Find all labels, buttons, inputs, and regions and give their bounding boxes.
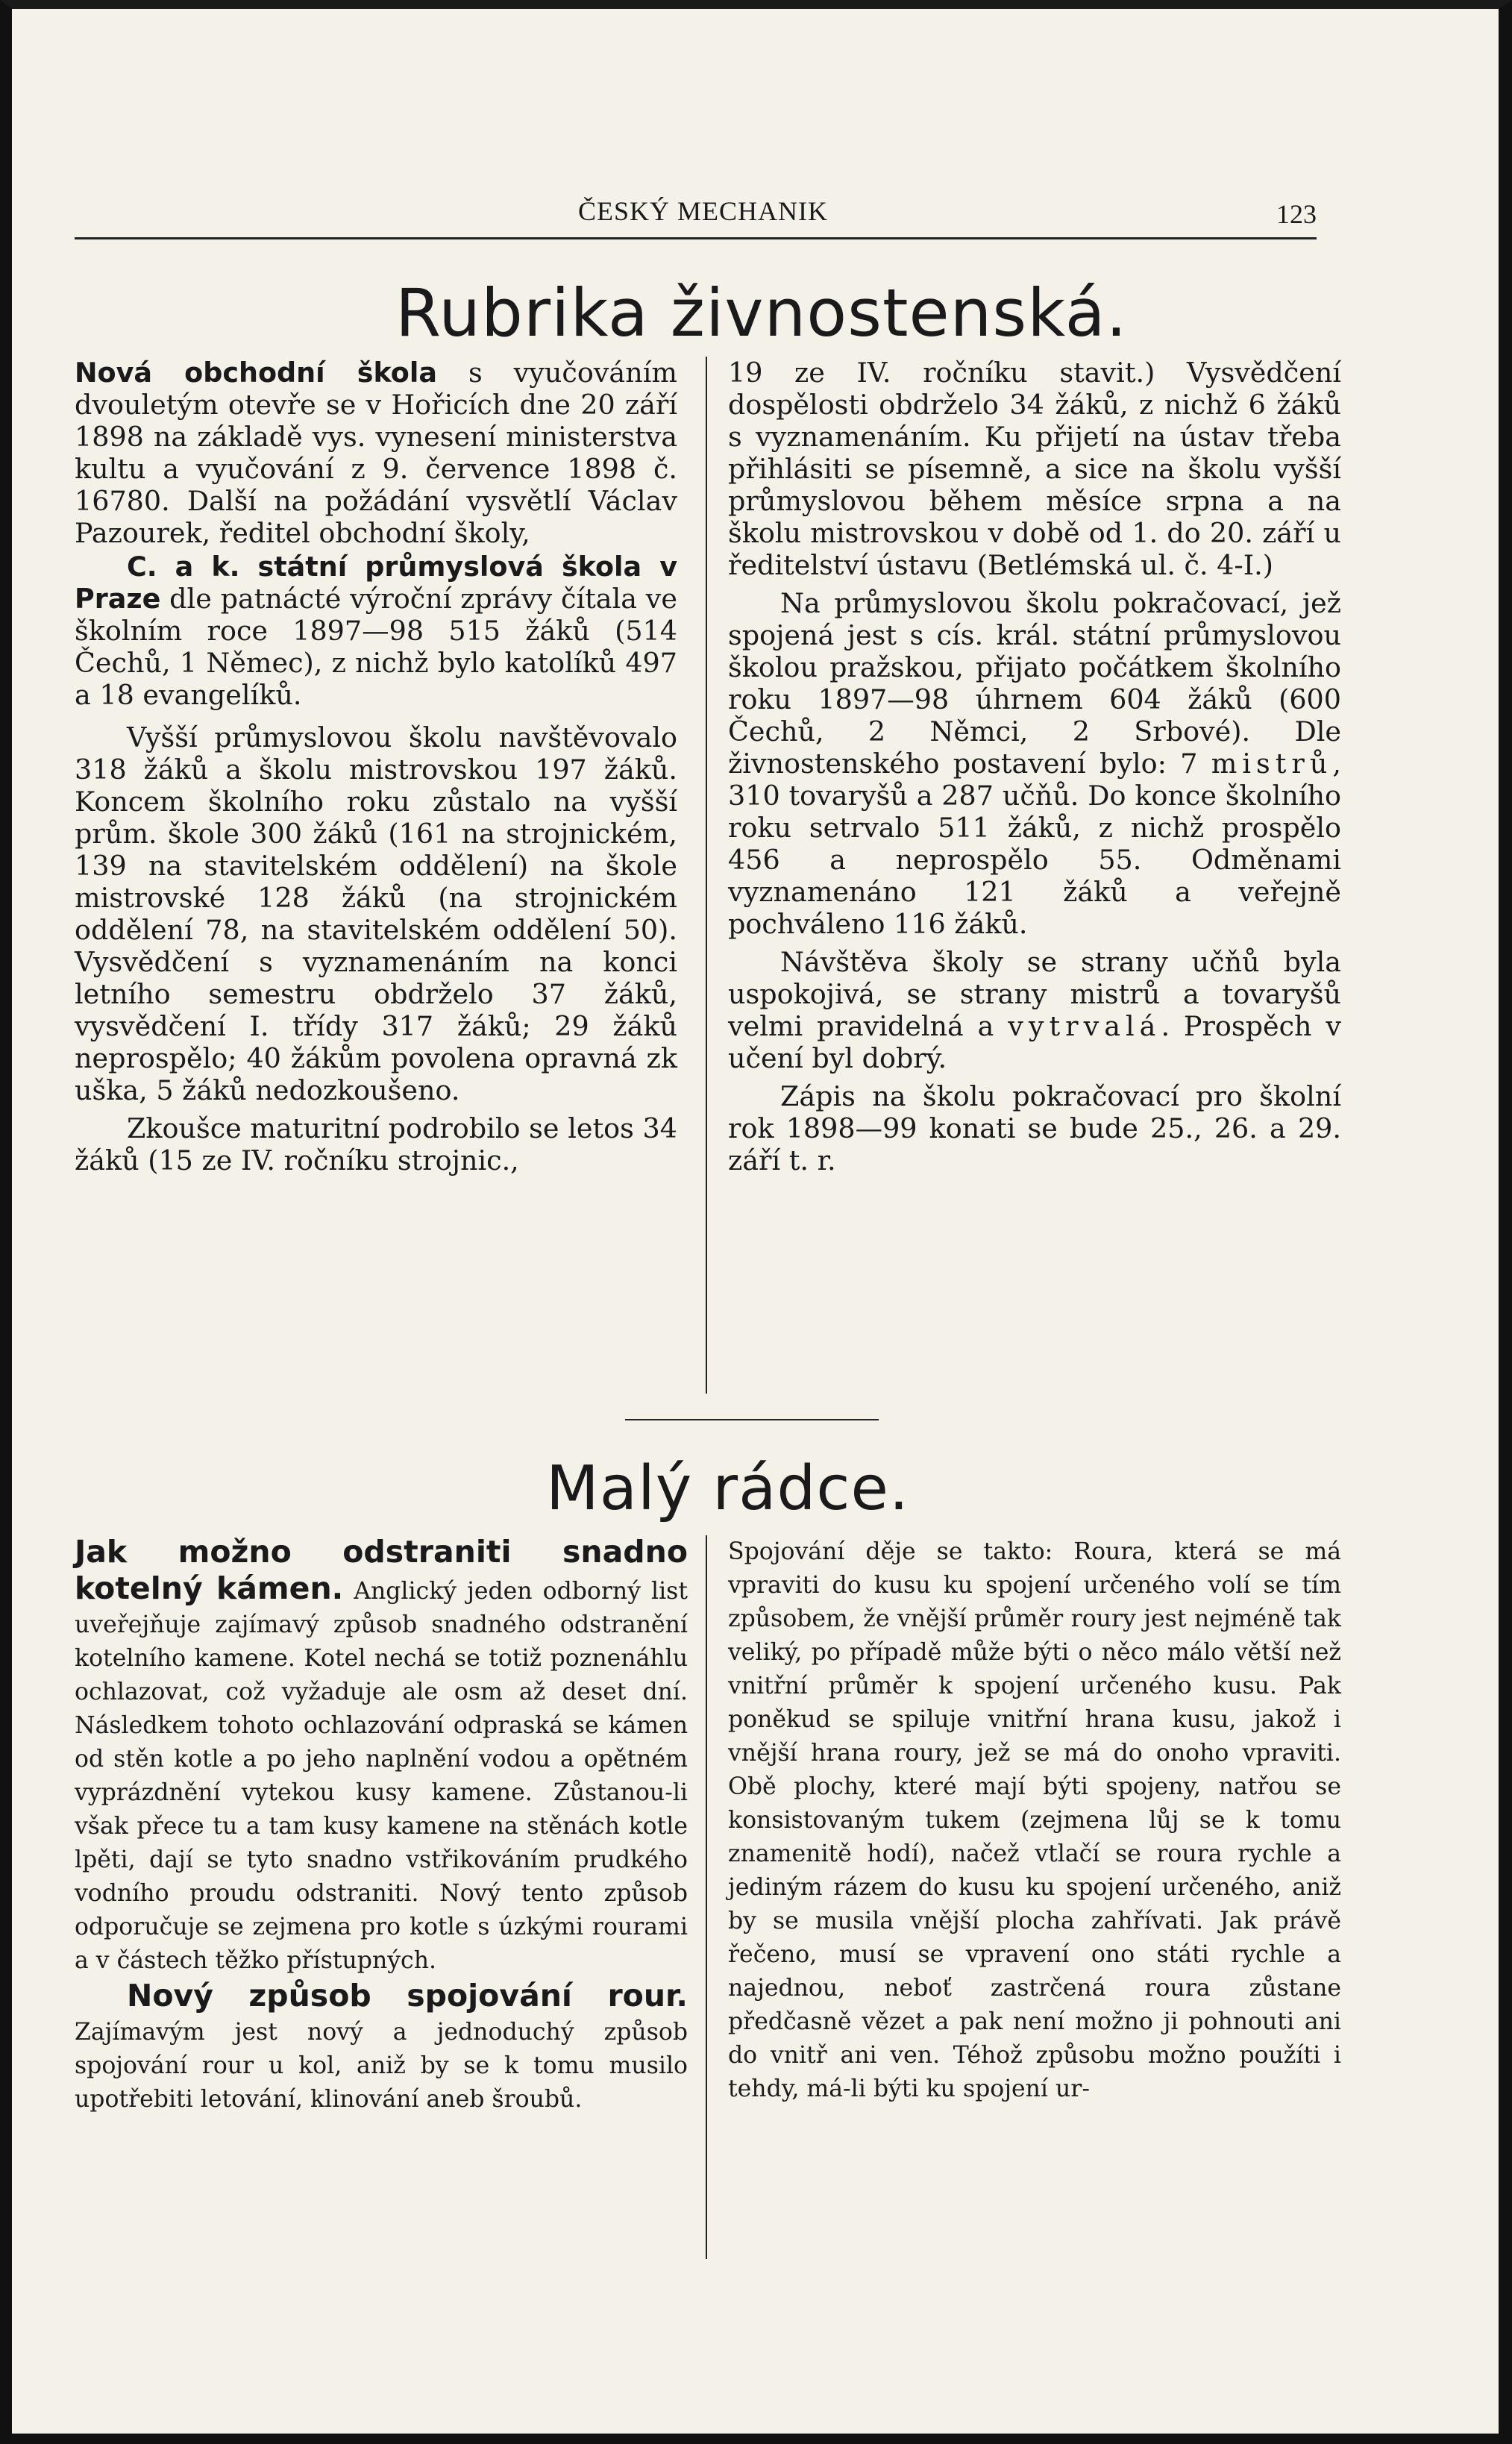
paragraph: Zkoušce maturitní podrobilo se letos 34 žáků (15 ze IV. ročníku strojnic., [75,1112,677,1176]
section1-column-right [728,357,1341,1176]
paragraph-text: Na průmyslovou školu pokračovací, jež spojená jest s cís. král. státní průmyslovou školou pražskou, přijato počátkem školního roku 1897—98 úhrnem 604 žáků (600 Čechů, 2 Němci, 2 Srbové). Dle živnostenského postavení bylo: 7 [728,587,1341,780]
paragraph [75,1979,688,2116]
paragraph: 19 ze IV. ročníku stavit.) Vysvědčení dospělosti obdrželo 34 žáků, z nichž 6 žáků s vyznamenáním. Ku přijetí na ústav třeba přihlásiti se písemně, a sice na školu vyšší průmyslovou během měsíce srpna a na školu mistrovskou v době od 1. do 20. září u ředitelství ústavu (Betlémská ul. č. 4-I.) [728,357,1341,581]
paragraph-text: s vyučováním dvouletým otevře se v Hořicích dne 20 září 1898 na základě vys. vynesení ministerstva kultu a vyučování z 9. července 1898 č. 16780. Další na požádání vysvětlí Václav Pazourek, ředitel obchodní školy, [75,357,677,549]
paragraph-text: Anglický jeden odborný list uveřejňuje zajímavý způsob snadného odstranění kotelního kamene. Kotel nechá se totiž poznenáhlu ochlazovat, což vyžaduje ale osm až deset dní. Následkem tohoto ochlazování odpraská se kámen od stěn kotle a po jeho naplnění vodou a opětném vyprázdnění vytekou kusy kamene. Zůstanou-li však přece tu a tam kusy kamene na stěnách kotle lpěti, dají se tyto snadno vstřikováním prudkého vodního proudu odstraniti. Nový tento způsob odporučuje se zejmena pro kotle s úzkými rourami a v částech těžko přístupných. [75,1578,688,1974]
section-title-maly-radce: Malý rádce. [546,1453,909,1524]
section-separator-rule [625,1419,879,1420]
section1-column-left [75,357,677,1176]
section2-column-right [728,1535,1341,2106]
section-title-zivnostenska: Rubrika živnostenská. [395,275,1128,351]
section2-column-left [75,1535,688,2116]
column-divider [706,1535,707,2259]
page-number: 123 [1276,199,1317,229]
paragraph [75,551,677,711]
paragraph [75,357,677,549]
header-rule [75,237,1317,239]
spaced-emphasis: vytrvalá [1008,1010,1161,1042]
paragraph [728,946,1341,1074]
paragraph: Spojování děje se takto: Roura, která se má vpraviti do kusu ku spojení určeného volí se tím způsobem, že vnější průměr roury jest nejméně tak veliký, po případě může býti o něco málo větší než vnitřní průměr k spojení určeného kusu. Pak poněkud se spiluje vnitřní hrana kusu, jakož i vnější hrana roury, jež se má do onoho vpraviti. Obě plochy, které mají býti spojeny, natřou se konsistovaným tukem (zejmena lůj se k tomu znamenitě hodí), načež vtlačí se roura rychle a jediným rázem do kusu ku spojení určeného, aniž by se musila vnější plocha zahřívati. Jak právě řečeno, musí se vpravení ono státi rychle a najednou, neboť zastrčená roura zůstane předčasně vězet a pak není možno ji pohnouti ani do vnitř ani ven. Téhož způsobu možno použíti i tehdy, má-li býti ku spojení ur- [728,1538,1341,2102]
article-lead: Nový způsob spojování rour. [127,1978,688,2014]
paragraph-text: , 310 tovaryšů a 287 učňů. Do konce školního roku setrvalo 511 žáků, z nichž prospělo 456 a neprospělo 55. Odměnami vyznamenáno 121 žáků a veřejně pochváleno 116 žáků. [728,748,1341,940]
column-divider [706,357,707,1394]
paragraph-text: Zajímavým jest nový a jednoduchý způsob spojování rour u kol, aniž by se k tomu musilo upotřebiti letování, klinování aneb šroubů. [75,2019,688,2113]
article-lead: Nová obchodní škola [75,357,437,389]
article-lead: Jak možno odstraniti snadno kotelný kámen. [75,1534,688,1606]
journal-title: ČESKÝ MECHANIK [578,196,829,226]
paragraph: Zápis na školu pokračovací pro školní rok 1898—99 konati se bude 25., 26. a 29. září t. r. [728,1080,1341,1176]
article-lead: C. a k. státní průmyslová škola v Praze [75,551,677,615]
spaced-emphasis: mistrů [1211,748,1333,780]
paragraph [728,587,1341,940]
paragraph-text: Návštěva školy se strany učňů byla uspokojivá, se strany mistrů a tovaryšů velmi pravidelná a [728,946,1341,1042]
paragraph-text: . Prospěch v učení byl dobrý. [728,1010,1341,1074]
paragraph-text: dle patnácté výroční zprávy čítala ve školním roce 1897—98 515 žáků (514 Čechů, 1 Němec), z nichž bylo katolíků 497 a 18 evangelíků. [75,583,677,711]
paragraph: Vyšší průmyslovou školu navštěvovalo 318 žáků a školu mistrovskou 197 žáků. Koncem školního roku zůstalo na vyšší prům. škole 300 žáků (161 na strojnickém, 139 na stavitelském oddělení) na škole mistrovské 128 žáků (na strojnickém oddělení 78, na stavitelském oddělení 50). Vysvědčení s vyznamenáním na konci letního semestru obdrželo 37 žáků, vysvědčení I. třídy 317 žáků; 29 žáků neprospělo; 40 žákům povolena opravná zk uška, 5 žáků nedozkoušeno. [75,721,677,1106]
paragraph [75,1535,688,1978]
